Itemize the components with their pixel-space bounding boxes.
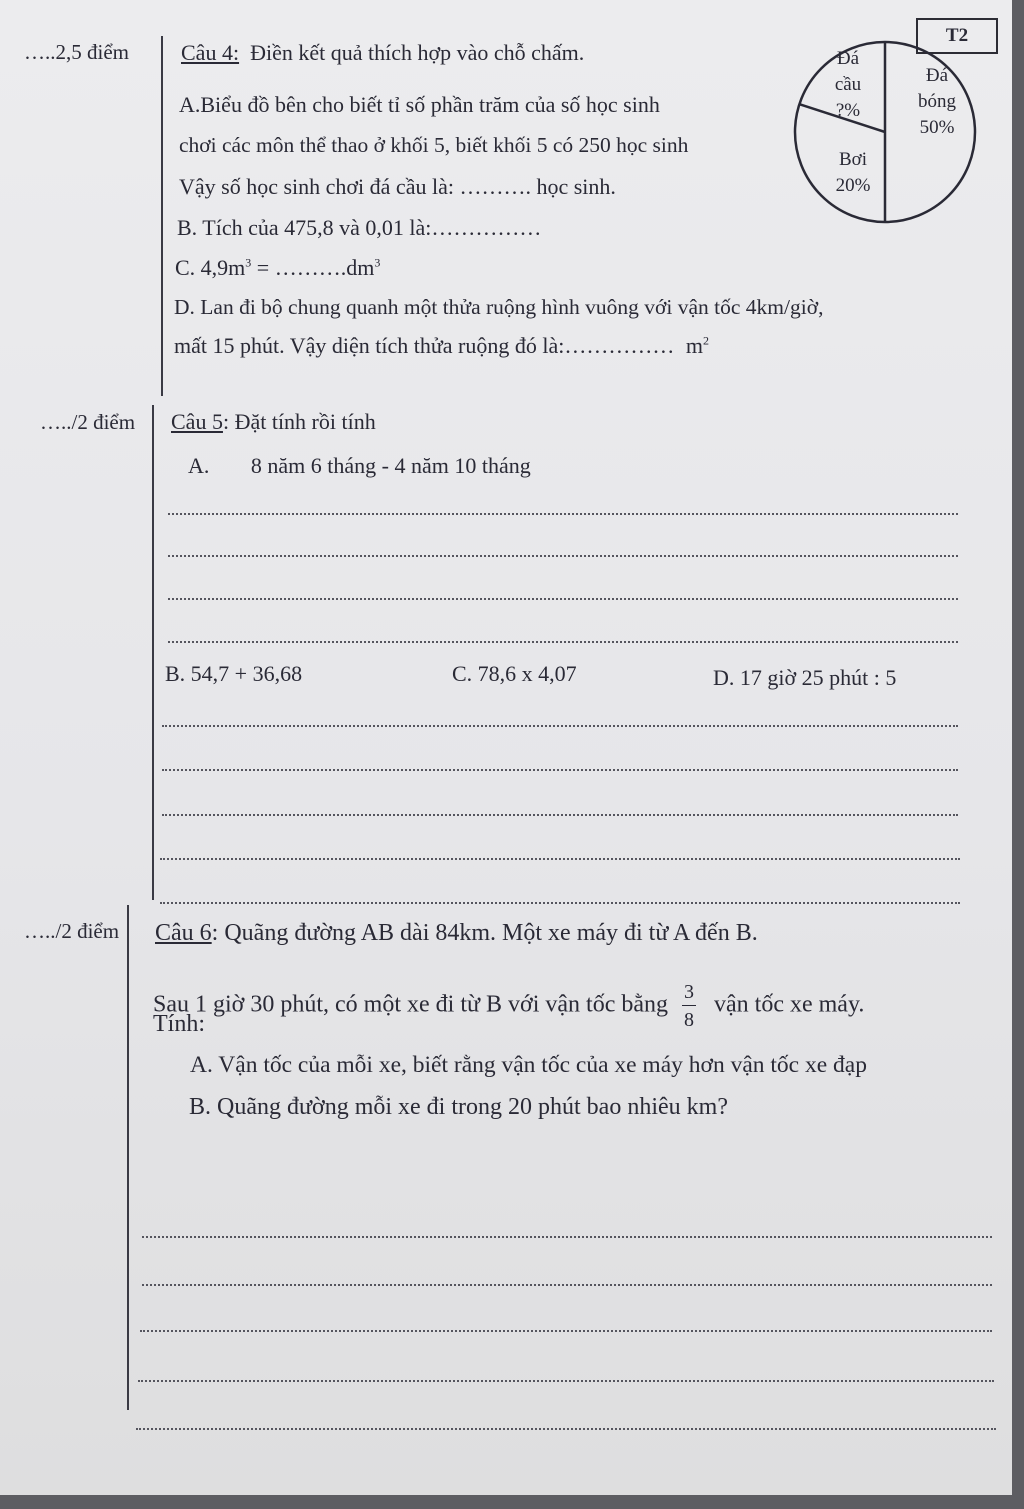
answer-line: [162, 769, 958, 771]
q4-d-line1: D. Lan đi bộ chung quanh một thửa ruộng hình vuông với vận tốc 4km/giờ,: [174, 295, 824, 319]
q4-score: …..2,5 điểm: [24, 40, 129, 64]
q5-a-label: A.: [188, 453, 210, 478]
q5-heading: [171, 409, 376, 435]
answer-line: [138, 1380, 994, 1382]
answer-line: [142, 1284, 992, 1286]
pie-label-da-cau: ?%: [835, 100, 861, 121]
pie-label-boi: Bơi: [839, 149, 867, 170]
margin-line-q5: [152, 405, 154, 900]
q5-b-expr: B. 54,7 + 36,68: [165, 661, 303, 686]
q6-fraction: [682, 982, 696, 1030]
q4-a-answer-blank: Vậy số học sinh chơi đá cầu là: ……….: [179, 174, 531, 199]
q6-line2-post: vận tốc xe máy.: [714, 991, 865, 1018]
answer-line: [168, 555, 958, 557]
answer-line: [168, 513, 958, 515]
q4-d-text: mất 15 phút. Vậy diện tích thửa ruộng đó là:……………: [174, 333, 675, 358]
q4-title: Câu 4:: [181, 40, 240, 65]
q4-a-line1: A.Biểu đồ bên cho biết tỉ số phần trăm của số học sinh: [179, 92, 660, 117]
pie-chart: [780, 36, 990, 236]
pie-label-da-bong: 50%: [919, 117, 955, 138]
q6-item-b: B. Quãng đường mỗi xe đi trong 20 phút bao nhiêu km?: [189, 1094, 728, 1120]
q4-c-exp1: 3: [245, 255, 252, 270]
q4-a-line2: chơi các môn thể thao ở khối 5, biết khối 5 có 250 học sinh: [179, 133, 689, 157]
answer-line: [136, 1428, 996, 1430]
q6-title: Câu 6: [155, 920, 212, 946]
page-tag: T2: [916, 18, 998, 54]
q6-tinh: Tính:: [153, 1011, 205, 1037]
q5-c-expr: C. 78,6 x 4,07: [452, 661, 577, 686]
q5-score: …../2 điểm: [40, 410, 136, 434]
q6-prompt: : Quãng đường AB dài 84km. Một xe máy đi từ A đến B.: [211, 920, 758, 946]
q4-a-unit: học sinh.: [536, 174, 616, 199]
answer-line: [168, 641, 958, 643]
pie-label-da-bong: bóng: [918, 91, 956, 112]
q4-prompt: Điền kết quả thích hợp vào chỗ chấm.: [250, 40, 585, 65]
q4-b-line: B. Tích của 475,8 và 0,01 là:……………: [177, 215, 542, 240]
q5-title: Câu 5: [171, 409, 223, 434]
answer-line: [142, 1236, 992, 1238]
pie-label-boi: 20%: [835, 175, 871, 196]
q4-d-line2: [174, 333, 709, 359]
q4-d-unit: $m^2$: [685, 333, 709, 358]
q6-frac-num: 3: [682, 982, 696, 1006]
pie-label-da-bong: Đá: [925, 65, 949, 86]
margin-line-q6: [127, 905, 129, 1410]
pie-label-da-cau: Đá: [836, 48, 860, 69]
q4-c-left: C. 4,9m: [175, 255, 246, 280]
q4-c-line: [175, 255, 380, 281]
q4-heading: [181, 40, 584, 66]
q4-c-exp2: 3: [374, 255, 381, 270]
margin-line-q4: [161, 36, 163, 396]
q6-line2-pre: Sau 1 giờ 30 phút, có một xe đi từ B với vận tốc bằng: [153, 991, 669, 1018]
answer-line: [160, 902, 960, 904]
pie-label-da-cau: cầu: [834, 74, 862, 95]
q4-a-line3: [179, 174, 616, 200]
answer-line: [160, 858, 960, 860]
q6-score: …../2 điểm: [24, 919, 120, 943]
q6-frac-den: 8: [684, 1009, 695, 1031]
q5-prompt: : Đặt tính rồi tính: [222, 409, 376, 434]
answer-line: [140, 1330, 992, 1332]
q4-c-right: = ……….dm: [251, 255, 375, 280]
q5-d-expr: D. 17 giờ 25 phút : 5: [713, 665, 897, 690]
answer-line: [168, 598, 958, 600]
answer-line: [162, 814, 958, 816]
q5-a: [188, 453, 531, 479]
q6-heading: [155, 920, 758, 947]
answer-line: [162, 725, 958, 727]
q6-item-a: A. Vận tốc của mỗi xe, biết rằng vận tốc của xe máy hơn vận tốc xe đạp: [190, 1052, 867, 1078]
q6-line2: [153, 982, 864, 1030]
q5-a-expr: 8 năm 6 tháng - 4 năm 10 tháng: [250, 453, 531, 478]
